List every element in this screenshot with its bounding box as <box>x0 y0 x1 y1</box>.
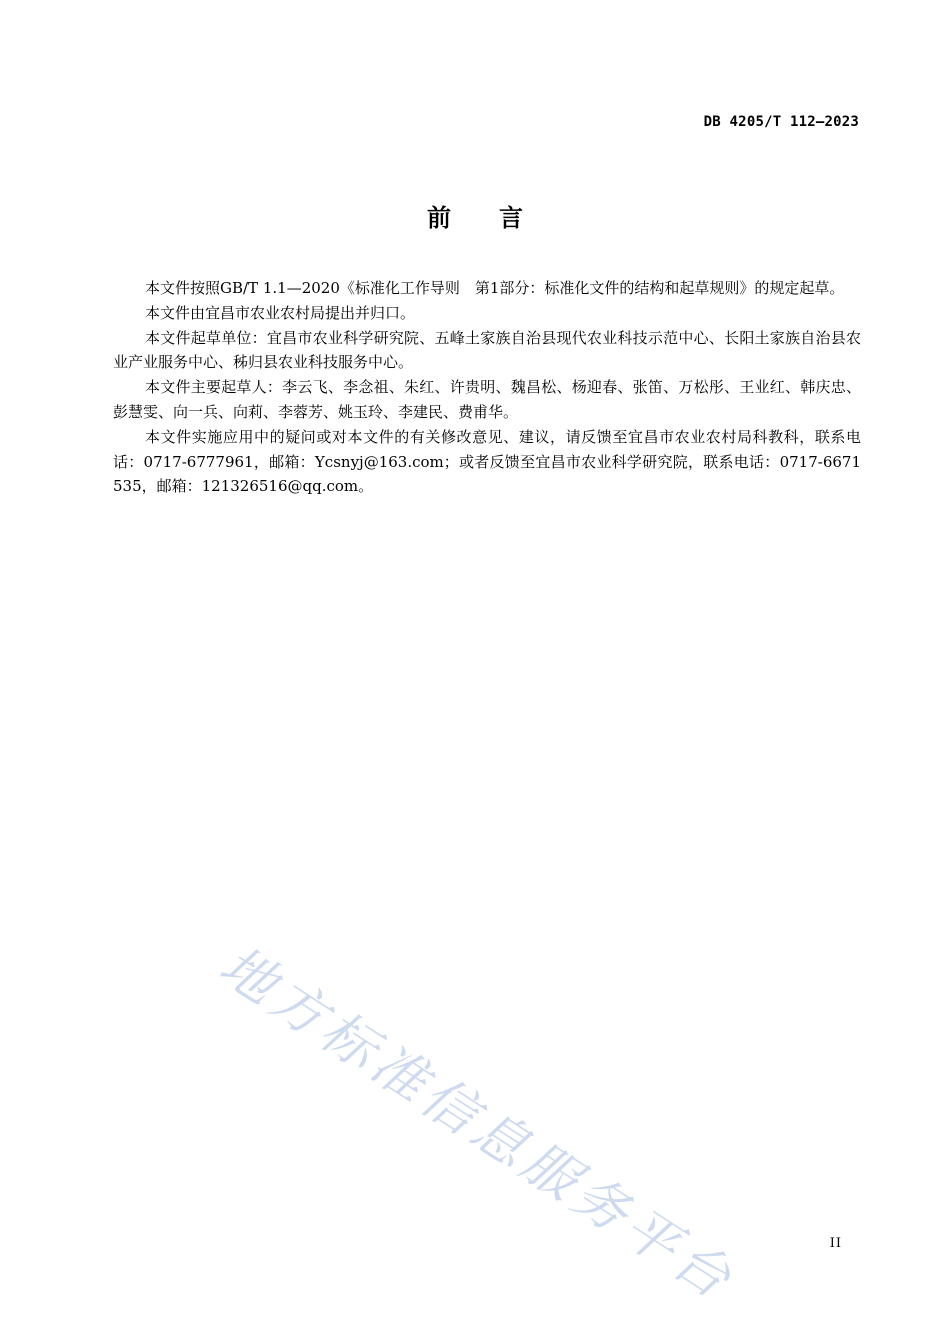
foreword-body <box>113 276 861 499</box>
watermark: 地方标准信息服务平台 <box>208 933 747 1314</box>
paragraph-proposer: 本文件由宜昌市农业农村局提出并归口。 <box>145 303 416 322</box>
paragraph-feedback-contact: 本文件实施应用中的疑问或对本文件的有关修改意见、建议，请反馈至宜昌市农业农村局科教科，联系电话：0717-6777961，邮箱：Ycsnyj@163.com；或者反馈至宜昌市农业科学研究院，联系电话：0717-6671535，邮箱：121326516@qq.com。 <box>113 427 861 496</box>
document-code: DB 4205/T 112—2023 <box>703 114 859 130</box>
paragraph-drafting-rules: 本文件按照GB/T 1.1—2020《标准化工作导则 第1部分：标准化文件的结构和起草规则》的规定起草。 <box>145 279 845 297</box>
paragraph-drafters: 本文件主要起草人：李云飞、李念祖、朱红、许贵明、魏昌松、杨迎春、张笛、万松彤、王业红、韩庆忠、彭慧雯、向一兵、向莉、李蓉芳、姚玉玲、李建民、费甫华。 <box>113 378 861 421</box>
paragraph-drafting-units: 本文件起草单位：宜昌市农业科学研究院、五峰土家族自治县现代农业科技示范中心、长阳土家族自治县农业产业服务中心、秭归县农业科技服务中心。 <box>113 328 861 372</box>
page-number: II <box>829 1236 842 1251</box>
page-title: 前言 <box>427 204 571 232</box>
